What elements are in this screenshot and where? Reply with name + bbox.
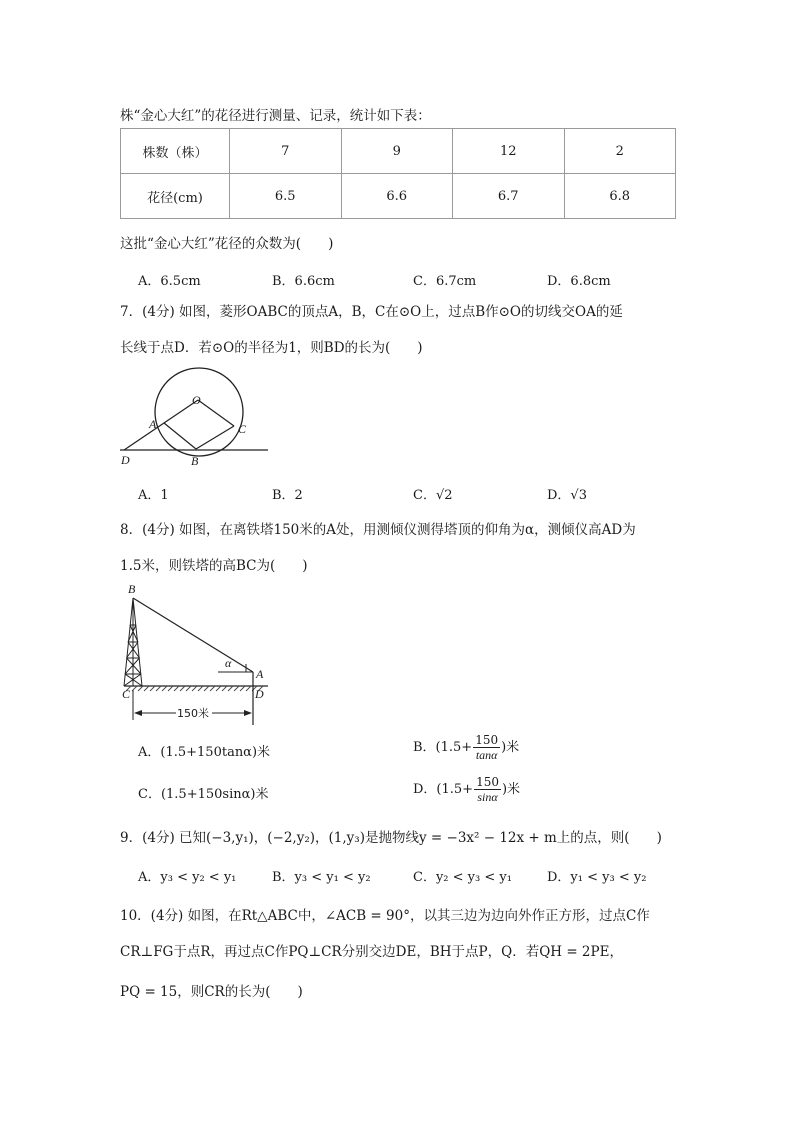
q7-line1: 7．(4分) 如图，菱形OABC的顶点A，B，C在⊙O上，过点B作⊙O的切线交OA的延: [120, 304, 623, 320]
q8-option-b-fraction: [473, 733, 500, 762]
label-c: C: [122, 687, 131, 701]
q8-option-d-suffix: )米: [501, 782, 521, 797]
segment-ab: [164, 423, 196, 449]
table-cell: 6.6: [341, 174, 453, 219]
stats-table: [120, 128, 676, 219]
table-cell: 6.5: [230, 174, 342, 219]
tower: [124, 598, 142, 686]
table-header-count: 株数（株）: [121, 129, 230, 174]
q10-line1: 10．(4分) 如图，在Rt△ABC中，∠ACB = 90°，以其三边为边向外作正方形，过点C作: [120, 908, 650, 924]
intro-text: 株“金心大红”的花径进行测量、记录，统计如下表：: [120, 108, 431, 124]
q8-option-b-suffix: )米: [501, 740, 520, 755]
q10-line3: PQ = 15，则CR的长为( ): [120, 984, 303, 1000]
table-cell: 2: [564, 129, 676, 174]
q6-option-a[interactable]: A．6.5cm: [138, 274, 201, 289]
circle-o: [155, 368, 243, 456]
fraction-denominator: tanα: [475, 748, 498, 762]
q8-option-d-fraction: [474, 775, 501, 804]
q9-option-c[interactable]: C．y₂ < y₃ < y₁: [413, 870, 512, 885]
label-a: A: [149, 417, 157, 431]
table-cell: 6.8: [564, 174, 676, 219]
arrowhead-right: [244, 710, 252, 716]
q6-option-b[interactable]: B．6.6cm: [272, 274, 335, 289]
q6-option-d[interactable]: D．6.8cm: [547, 274, 611, 289]
label-b: B: [128, 582, 136, 596]
q6-question: 这批“金心大红”花径的众数为( ): [120, 236, 334, 252]
q8-figure: [118, 580, 274, 728]
q8-line1: 8．(4分) 如图，在离铁塔150米的A处，用测倾仪测得塔顶的仰角为α，测倾仪高AD为: [120, 522, 636, 538]
segment-oc: [198, 400, 234, 426]
q9-option-a[interactable]: A．y₃ < y₂ < y₁: [138, 870, 237, 885]
label-alpha: α: [225, 656, 232, 670]
q8-option-a[interactable]: A．(1.5+150tanα)米: [138, 745, 271, 760]
q9-option-d[interactable]: D．y₁ < y₃ < y₂: [547, 870, 647, 885]
label-c: C: [238, 422, 247, 436]
fraction-denominator: sinα: [477, 790, 498, 804]
table-header-diameter: 花径(cm): [121, 174, 230, 219]
fraction-numerator: 150: [475, 733, 499, 747]
table-cell: 9: [341, 129, 453, 174]
q7-option-a[interactable]: A．1: [138, 488, 169, 503]
q8-option-c[interactable]: C．(1.5+150sinα)米: [138, 787, 269, 802]
sight-line: [133, 598, 253, 672]
table-cell: 7: [230, 129, 342, 174]
q6-option-c[interactable]: C．6.7cm: [413, 274, 477, 289]
label-b: B: [191, 454, 199, 468]
q8-option-d-prefix: D．(1.5+: [413, 782, 474, 797]
q10-line2: CR⊥FG于点R，再过点C作PQ⊥CR分别交边DE，BH于点P，Q．若QH = 2PE，: [120, 944, 623, 960]
q8-option-b[interactable]: [413, 733, 519, 762]
fraction-numerator: 150: [476, 775, 499, 789]
label-distance: 150米: [177, 707, 209, 720]
label-a: A: [256, 667, 264, 681]
table-cell: 12: [453, 129, 565, 174]
q8-option-b-prefix: B．(1.5+: [413, 740, 473, 755]
q9-option-b[interactable]: B．y₃ < y₁ < y₂: [272, 870, 371, 885]
label-d: D: [121, 453, 130, 467]
q9-question: 9．(4分) 已知(−3,y₁)，(−2,y₂)，(1,y₃)是抛物线y = −3x² − 12x + m上的点，则( ): [120, 830, 662, 846]
q8-option-d[interactable]: [413, 775, 520, 804]
label-o: O: [192, 393, 201, 407]
table-row: [121, 129, 676, 174]
segment-da: [124, 400, 198, 450]
table-row: [121, 174, 676, 219]
table-cell: 6.7: [453, 174, 565, 219]
ground-hatch: [126, 686, 263, 691]
q7-option-b[interactable]: B．2: [272, 488, 303, 503]
label-d: D: [255, 687, 264, 701]
q7-option-d[interactable]: D．√3: [547, 488, 587, 503]
q7-figure: [116, 360, 276, 472]
arrowhead-left: [134, 710, 142, 716]
q8-line2: 1.5米，则铁塔的高BC为( ): [120, 558, 308, 574]
q7-line2: 长线于点D．若⊙O的半径为1，则BD的长为( ): [120, 340, 423, 356]
q7-option-c[interactable]: C．√2: [413, 488, 453, 503]
